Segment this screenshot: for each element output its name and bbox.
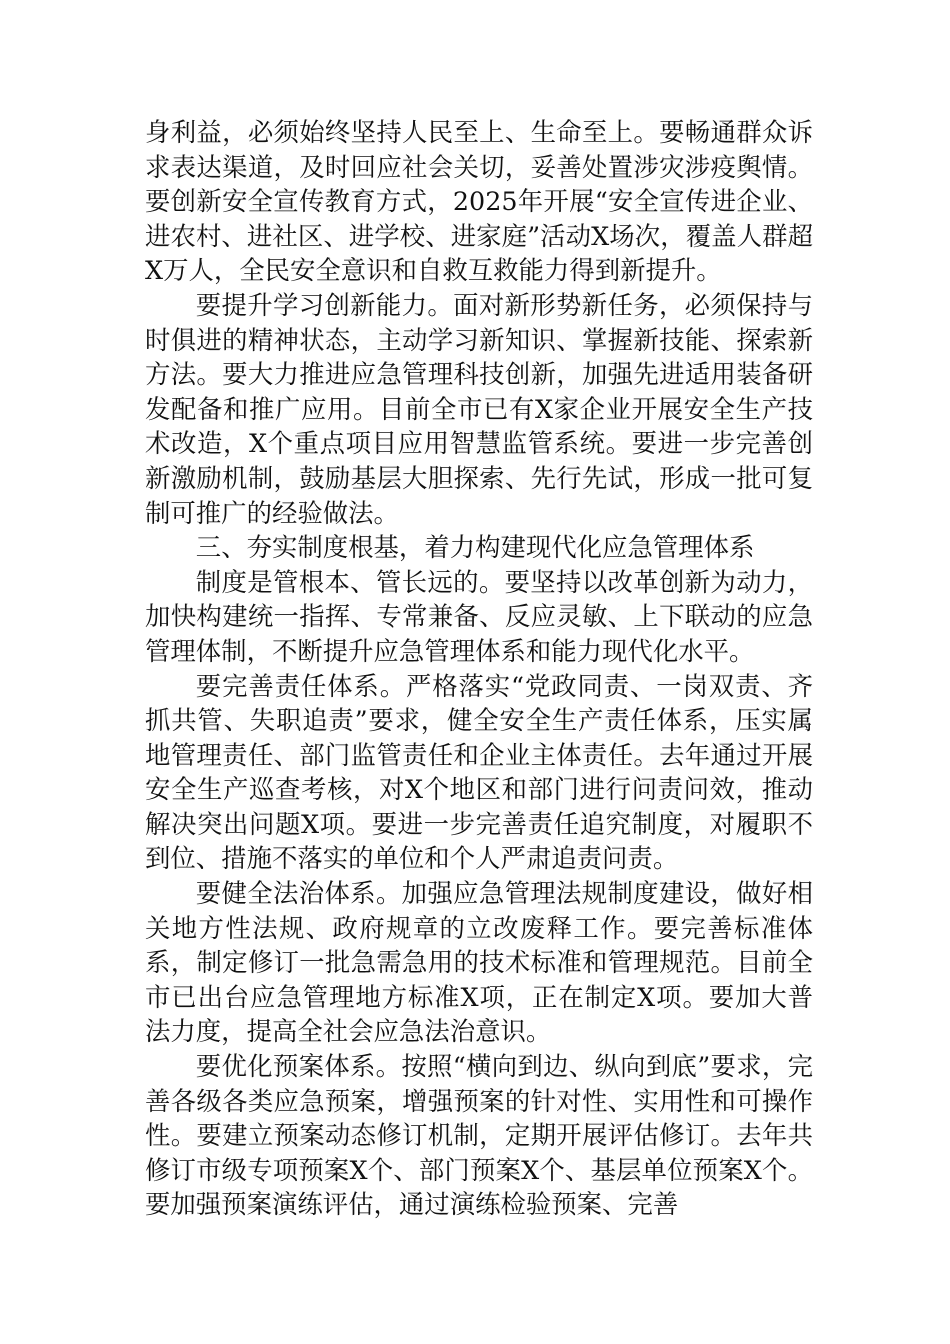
document-body [145, 115, 813, 1222]
section-heading: 三、夯实制度根基，着力构建现代化应急管理体系 [195, 532, 755, 563]
paragraph-continued: 身利益，必须始终坚持人民至上、生命至上。要畅通群众诉求表达渠道，及时回应社会关切，妥善处置涉灾涉疫舆情。要创新安全宣传教育方式，2025年开展“安全宣传进企业、进农村、进社区、进学校、进家庭”活动X场次，覆盖人群超X万人，全民安全意识和自救互救能力得到新提升。 [145, 117, 813, 286]
paragraph-contingency-plans: 要优化预案体系。按照“横向到边、纵向到底”要求，完善各级各类应急预案，增强预案的针对性、实用性和可操作性。要建立预案动态修订机制，定期开展评估修订。去年共修订市级专项预案X个、部门预案X个、基层单位预案X个。要加强预案演练评估，通过演练检验预案、完善 [145, 1051, 813, 1220]
paragraph-legal-system: 要健全法治体系。加强应急管理法规制度建设，做好相关地方性法规、政府规章的立改废释工作。要完善标准体系，制定修订一批急需急用的技术标准和管理规范。目前全市已出台应急管理地方标准X项，正在制定X项。要加大普法力度，提高全社会应急法治意识。 [145, 878, 813, 1047]
paragraph-institution-intro: 制度是管根本、管长远的。要坚持以改革创新为动力，加快构建统一指挥、专常兼备、反应灵敏、上下联动的应急管理体制，不断提升应急管理体系和能力现代化水平。 [145, 566, 813, 666]
paragraph-learning-innovation: 要提升学习创新能力。面对新形势新任务，必须保持与时俱进的精神状态，主动学习新知识、掌握新技能、探索新方法。要大力推进应急管理科技创新，加强先进适用装备研发配备和推广应用。目前全市已有X家企业开展安全生产技术改造，X个重点项目应用智慧监管系统。要进一步完善创新激励机制，鼓励基层大胆探索、先行先试，形成一批可复制可推广的经验做法。 [145, 289, 813, 528]
paragraph-responsibility-system: 要完善责任体系。严格落实“党政同责、一岗双责、齐抓共管、失职追责”要求，健全安全生产责任体系，压实属地管理责任、部门监管责任和企业主体责任。去年通过开展安全生产巡查考核，对X个地区和部门进行问责问效，推动解决突出问题X项。要进一步完善责任追究制度，对履职不到位、措施不落实的单位和个人严肃追责问责。 [145, 670, 813, 874]
